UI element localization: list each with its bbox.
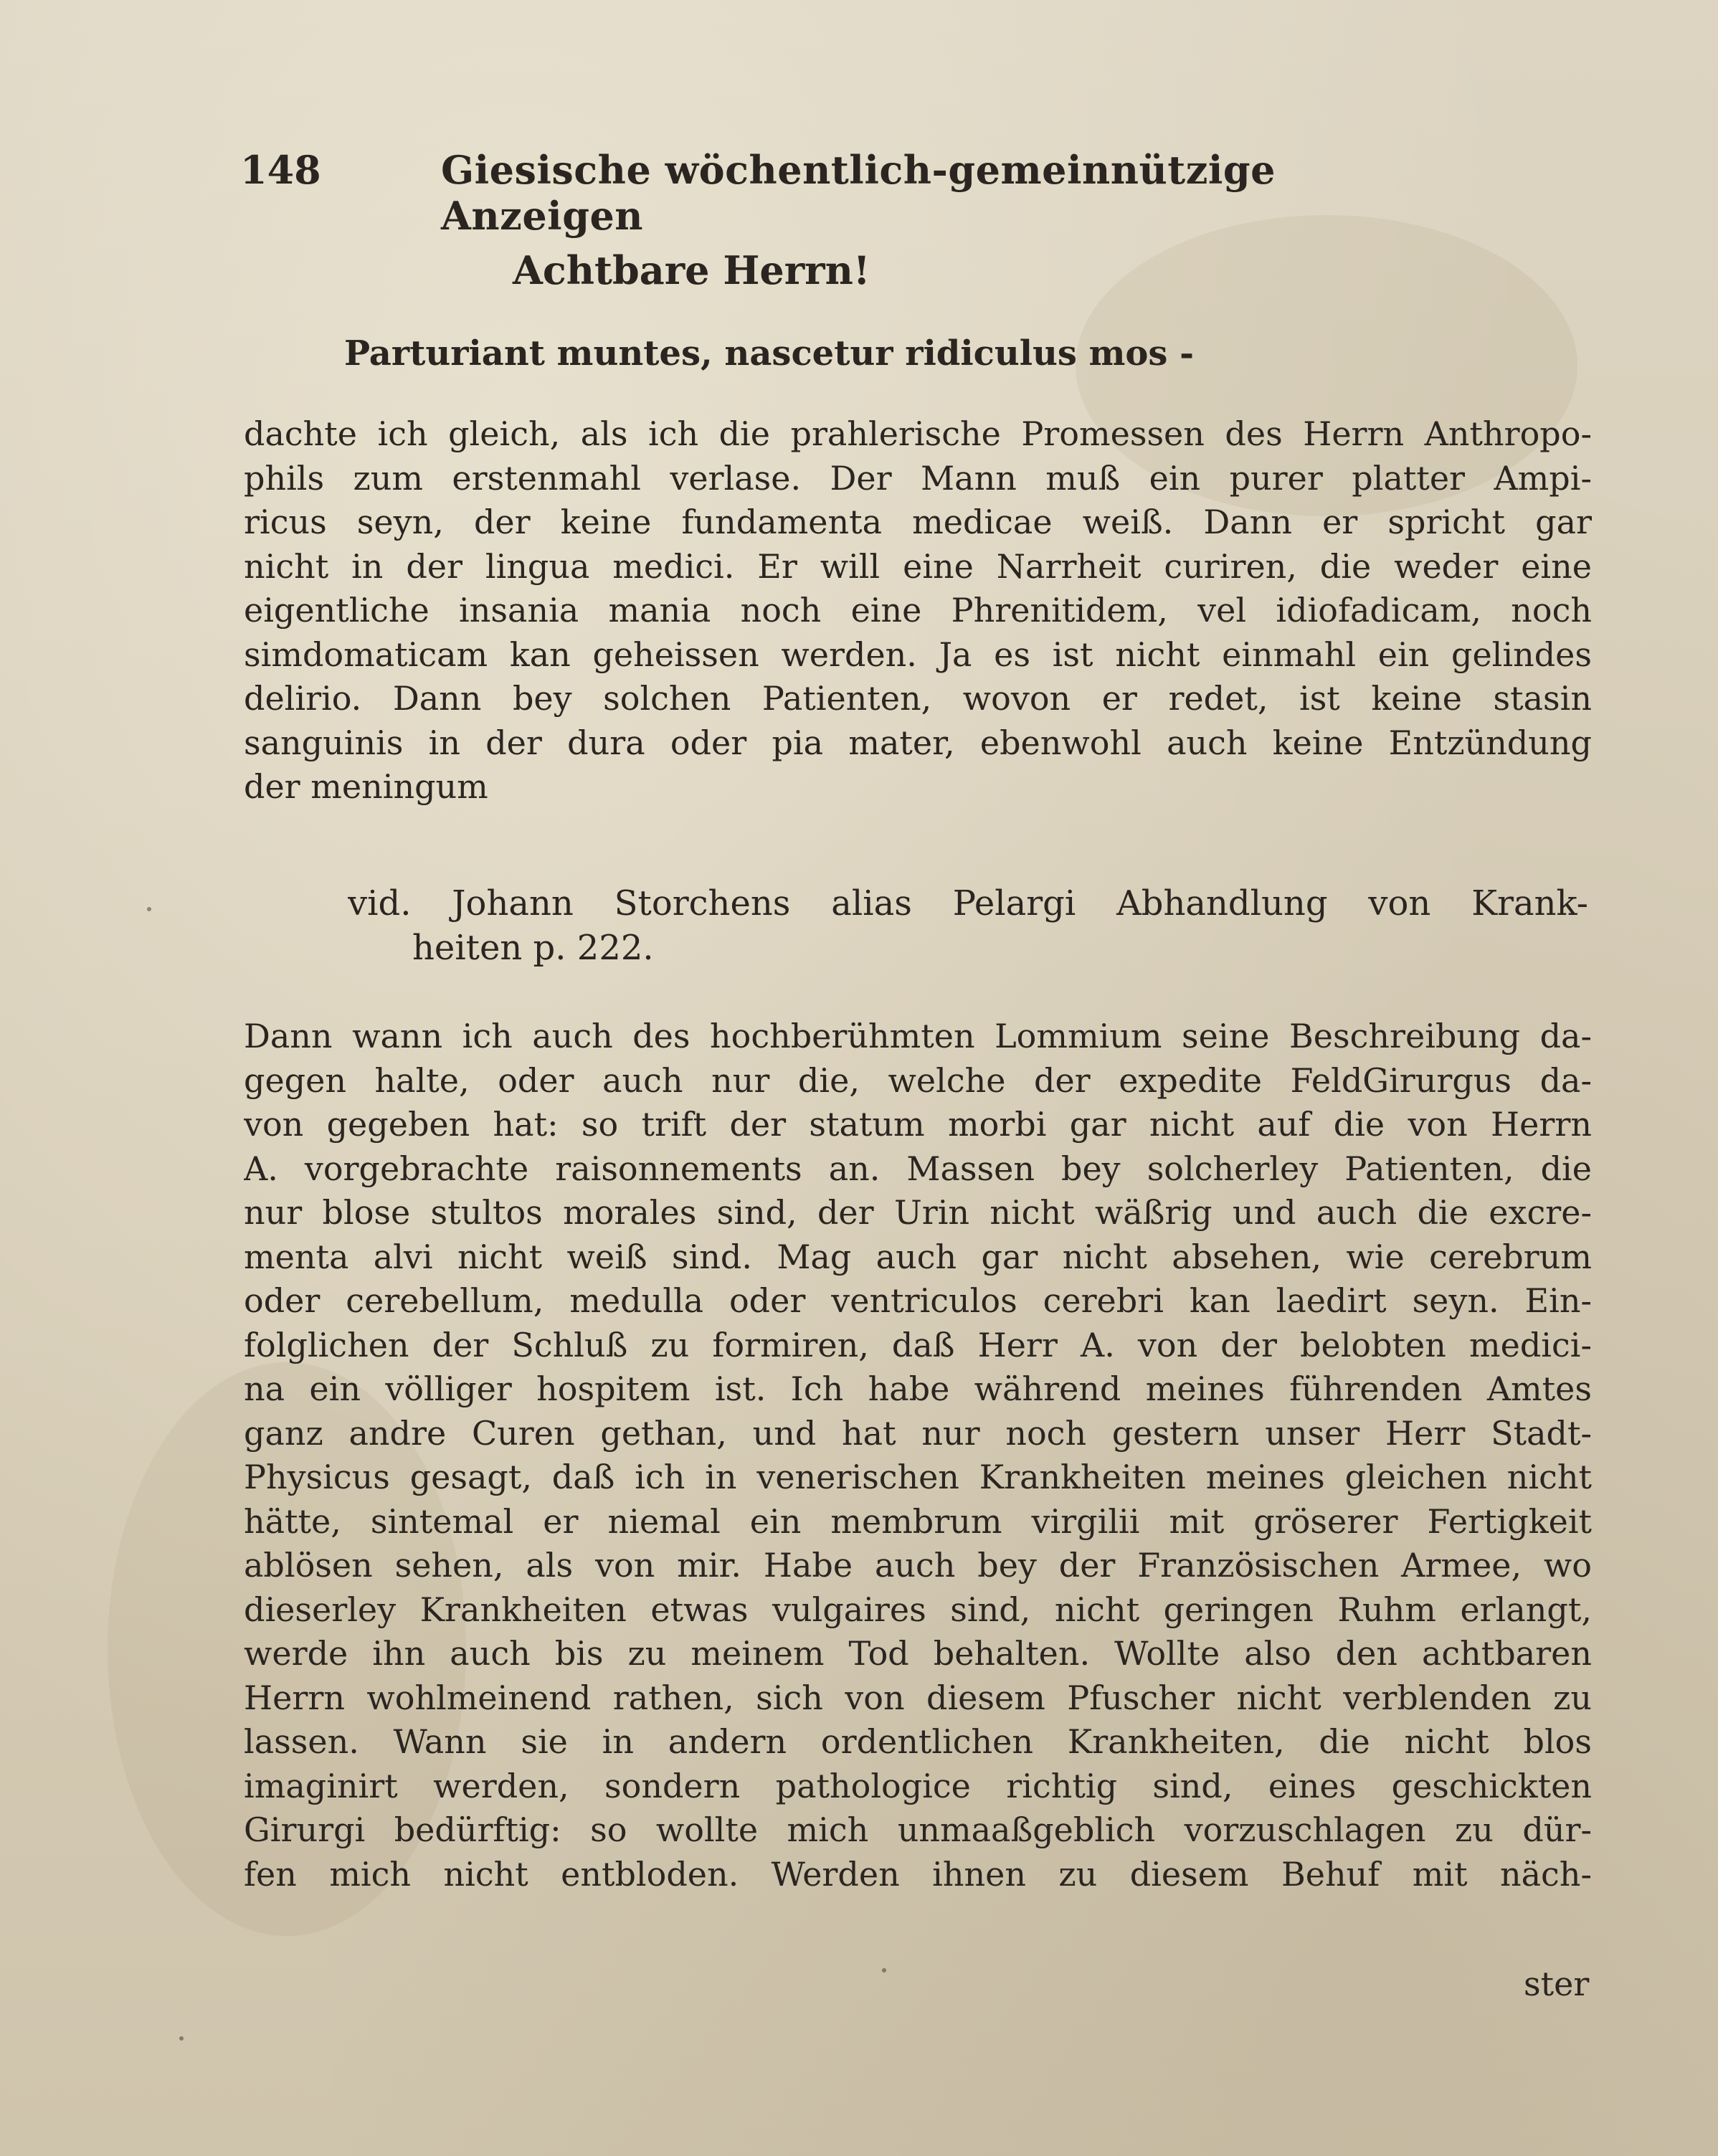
salutation: Achtbare Herrn! (513, 247, 870, 293)
text-line: lassen. Wann sie in andern ordentlichen Krankheiten, die nicht blos (244, 1722, 1592, 1761)
text-line: ablösen sehen, als von mir. Habe auch bey der Französischen Armee, wo (244, 1546, 1592, 1585)
citation-line: vid. Johann Storchens alias Pelargi Abhandlung von Krank- (348, 883, 1588, 923)
text-line: Herrn wohlmeinend rathen, sich von diesem Pfuscher nicht verblenden zu (244, 1678, 1592, 1717)
citation-line: heiten p. 222. (412, 927, 654, 968)
text-line: dachte ich gleich, als ich die prahlerische Promessen des Herrn Anthropo- (244, 414, 1592, 453)
text-line: gegen halte, oder auch nur die, welche der expedite FeldGirurgus da- (244, 1060, 1592, 1100)
text-line: Girurgi bedürftig: so wollte mich unmaaßgeblich vorzuschlagen zu dür- (244, 1810, 1592, 1849)
text-line: oder cerebellum, medulla oder ventriculos cerebri kan laedirt seyn. Ein- (244, 1281, 1592, 1320)
running-title: Giesische wöchentlich-gemeinnützige Anzeigen (441, 147, 1276, 239)
text-line: nicht in der lingua medici. Er will eine Narrheit curiren, die weder eine (244, 546, 1592, 586)
text-line: folglichen der Schluß zu formiren, daß Herr A. von der belobten medici- (244, 1325, 1592, 1364)
text-line: werde ihn auch bis zu meinem Tod behalten. Wollte also den achtbaren (244, 1634, 1592, 1673)
ink-speck (882, 1968, 886, 1972)
text-line: menta alvi nicht weiß sind. Mag auch gar nicht absehen, wie cerebrum (244, 1237, 1592, 1276)
text-line: imaginirt werden, sondern pathologice richtig sind, eines geschickten (244, 1766, 1592, 1805)
text-line: ganz andre Curen gethan, und hat nur noch gestern unser Herr Stadt- (244, 1413, 1592, 1453)
text-line: von gegeben hat: so trift der statum morbi gar nicht auf die von Herrn (244, 1105, 1592, 1144)
catchword: ster (1524, 1965, 1590, 2003)
text-line: simdomaticam kan geheissen werden. Ja es ist nicht einmahl ein gelindes (244, 635, 1592, 674)
text-line: eigentliche insania mania noch eine Phrenitidem, vel idiofadicam, noch (244, 591, 1592, 630)
citation (348, 882, 1588, 970)
text-line: Physicus gesagt, daß ich in venerischen Krankheiten meines gleichen nicht (244, 1458, 1592, 1496)
text-line: fen mich nicht entbloden. Werden ihnen zu diesem Behuf mit näch- (244, 1854, 1592, 1894)
page-header (240, 147, 1402, 239)
text-line: sanguinis in der dura oder pia mater, ebenwohl auch keine Entzündung (244, 723, 1592, 762)
text-line: A. vorgebrachte raisonnements an. Massen bey solcherley Patienten, die (244, 1149, 1592, 1188)
text-line: hätte, sintemal er niemal ein membrum virgilii mit gröserer Fertigkeit (244, 1501, 1592, 1541)
text-line: dieserley Krankheiten etwas vulgaires sind, nicht geringen Ruhm erlangt, (244, 1590, 1592, 1629)
text-line: nur blose stultos morales sind, der Urin nicht wäßrig und auch die excre- (244, 1193, 1592, 1232)
paragraph-1 (244, 412, 1592, 809)
text-line: delirio. Dann bey solchen Patienten, wovon er redet, ist keine stasin (244, 679, 1592, 718)
latin-quote: Parturiant muntes, nascetur ridiculus mos - (344, 333, 1195, 374)
paragraph-2 (244, 1015, 1592, 1896)
text-line: na ein völliger hospitem ist. Ich habe während meines führenden Amtes (244, 1369, 1592, 1408)
text-line: phils zum erstenmahl verlase. Der Mann muß ein purer platter Ampi- (244, 458, 1592, 498)
ink-speck (147, 907, 151, 911)
text-line: ricus seyn, der keine fundamenta medicae weiß. Dann er spricht gar (244, 503, 1592, 541)
page-number: 148 (240, 147, 321, 193)
ink-speck (179, 2036, 184, 2041)
text-line: der meningum (244, 767, 488, 806)
text-line: Dann wann ich auch des hochberühmten Lommium seine Beschreibung da- (244, 1017, 1592, 1055)
